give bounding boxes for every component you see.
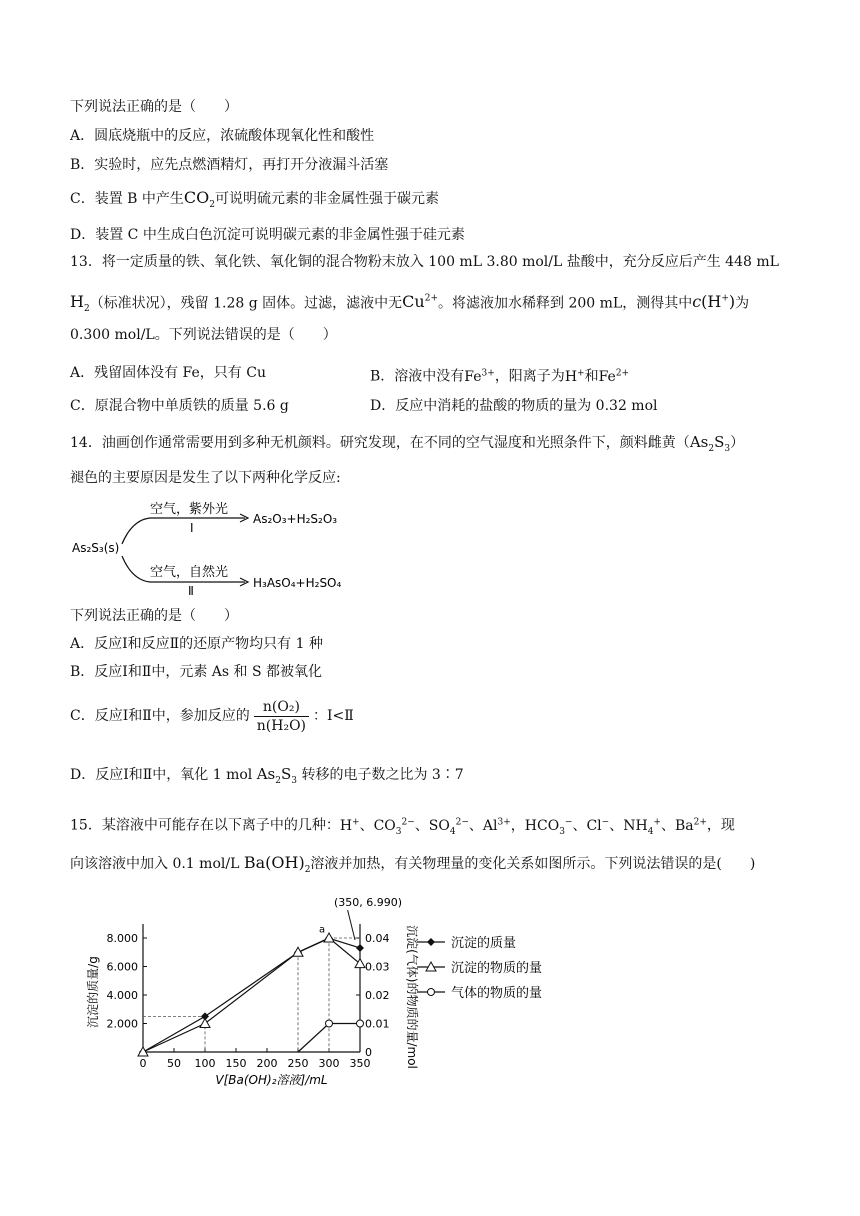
y-right-axis-title: 沉淀(气体)的物质的量/mol: [405, 925, 419, 1069]
y-left-axis-title: 沉淀的质量/g: [86, 956, 100, 1028]
scheme-top-product: As₂O₃+H₂S₂O₃: [253, 512, 338, 526]
q12-option-b: B．实验时，应先点燃酒精灯，再打开分液漏斗活塞: [70, 157, 389, 173]
y-left-tick-label: 8.000: [106, 932, 138, 945]
scheme-reactant: As₂S₃(s): [72, 541, 120, 555]
y-right-tick-label: 0: [365, 1046, 372, 1059]
chart-axes: [85, 896, 420, 1087]
series-line-0: [143, 938, 360, 1052]
precipitate-chart: [75, 890, 575, 1090]
q13-option-d: D．反应中消耗的盐酸的物质的量为 0.32 mol: [370, 398, 658, 414]
legend-label: 沉淀的物质的量: [451, 961, 543, 976]
y-left-tick-label: 6.000: [106, 960, 138, 974]
x-axis-title: V[Ba(OH)₂溶液]/mL: [215, 1073, 328, 1087]
chart-annotation: (350, 6.990): [334, 896, 403, 909]
q13-option-c: C．原混合物中单质铁的质量 5.6 g: [70, 398, 289, 414]
q14-line1: 14．油画创作通常需要用到多种无机颜料。研究发现，在不同的空气湿度和光照条件下，颜料雌黄$(As_2S_3)$: [70, 433, 745, 454]
series-line-2: [298, 1024, 360, 1053]
q13-line1: 13．将一定质量的铁、氧化铁、氧化铜的混合物粉末放入 100 mL 3.80 mol/L 盐酸中，充分反应后产生 448 mL: [70, 254, 779, 270]
q12-option-d: D．装置 C 中生成白色沉淀可说明碳元素的非金属性强于硅元素: [70, 227, 465, 243]
q12-stem: 下列说法正确的是（ ）: [70, 99, 238, 115]
point-moles: [200, 1019, 210, 1028]
q12-option-a: A．圆底烧瓶中的反应，浓硫酸体现氧化性和酸性: [70, 128, 375, 144]
q12-option-c: C．装置 B 中产生$CO_2$可说明硫元素的非金属性强于碳元素: [70, 188, 439, 211]
q15-line2: 向该溶液中加入 0.1 mol/L $Ba(OH)_2$溶液并加热，有关物理量的变化关系如图所示。下列说法错误的是( ): [70, 853, 756, 876]
q15-line1: 15．某溶液中可能存在以下离子中的几种：H+、$CO_3^{2-}$、$SO_4^{2-}$、$Al^{3+}$，$HCO_3^-$、Cl−、$NH_4^+$、$Ba^{2+}$，现: [70, 817, 735, 837]
point-mass: [356, 944, 364, 952]
chart-series: [138, 933, 365, 1056]
q14-stem: 下列说法正确的是（ ）: [70, 608, 238, 624]
scheme-bottom-number: Ⅱ: [188, 584, 194, 595]
scheme-bottom-condition: 空气，自然光: [150, 565, 229, 580]
y-right-tick-label: 0.03: [365, 960, 390, 974]
reaction-scheme: [70, 500, 370, 595]
y-left-tick-label: 2.000: [106, 1017, 138, 1031]
x-tick-label: 50: [167, 1057, 181, 1070]
q13-option-b: B．溶液中没有$Fe^{3+}$，阳离子为H+和$Fe^{2+}$: [370, 368, 630, 385]
y-right-tick-label: 0.04: [365, 932, 390, 945]
y-right-tick-label: 0.01: [365, 1017, 390, 1031]
q14-option-d: D．反应Ⅰ和Ⅱ中，氧化 1 mol $As_2S_3$ 转移的电子数之比为 3∶7: [70, 765, 464, 786]
point-label-a: a: [319, 924, 326, 936]
q13-line3: 0.300 mol/L。下列说法错误的是（ ）: [70, 327, 337, 343]
point-gas: [326, 1020, 333, 1027]
series-line-1: [143, 938, 360, 1052]
point-moles: [324, 933, 334, 942]
point-gas: [357, 1020, 364, 1027]
q13-option-a: A．残留固体没有 Fe，只有 Cu: [70, 365, 266, 381]
x-tick-label: 150: [225, 1057, 247, 1070]
q13-line2: $H_2$（标准状况），残留 1.28 g 固体。过滤，滤液中无$Cu^{2+}$。将滤液加水稀释到 200 mL，测得其中c(H+)为: [70, 292, 750, 315]
q14-option-a: A．反应Ⅰ和反应Ⅱ的还原产物均只有 1 种: [70, 636, 323, 652]
q14-option-c: C．反应Ⅰ和Ⅱ中，参加反应的 $\frac{\text{n(O₂)}}{\text{n(H₂O)}}$ ：Ⅰ<Ⅱ: [70, 698, 354, 734]
scheme-top-condition: 空气，紫外光: [150, 502, 229, 517]
x-tick-label: 350: [349, 1057, 371, 1070]
annotation-arrow: [348, 910, 355, 940]
legend-label: 气体的物质的量: [451, 986, 543, 1001]
scheme-top-number: Ⅰ: [190, 521, 194, 535]
point-moles: [293, 947, 303, 956]
x-tick-label: 200: [256, 1057, 278, 1070]
legend-marker: [428, 989, 435, 996]
ratio-fraction: $\frac{\text{n(O₂)}}{\text{n(H₂O)}}$: [254, 698, 309, 735]
x-tick-label: 100: [194, 1057, 216, 1070]
scheme-bottom-product: H₃AsO₄+H₂SO₄: [253, 576, 342, 590]
y-left-tick-label: 4.000: [106, 989, 138, 1002]
legend-label: 沉淀的质量: [451, 936, 517, 951]
q14-line2: 褪色的主要原因是发生了以下两种化学反应:: [70, 470, 341, 486]
chart-legend: [417, 935, 542, 1001]
q14-option-b: B．反应Ⅰ和Ⅱ中，元素 As 和 S 都被氧化: [70, 664, 323, 680]
y-right-tick-label: 0.02: [365, 989, 390, 1002]
x-tick-label: 250: [287, 1057, 309, 1070]
legend-marker: [427, 938, 435, 946]
x-tick-label: 0: [139, 1057, 147, 1070]
x-tick-label: 300: [318, 1057, 340, 1070]
